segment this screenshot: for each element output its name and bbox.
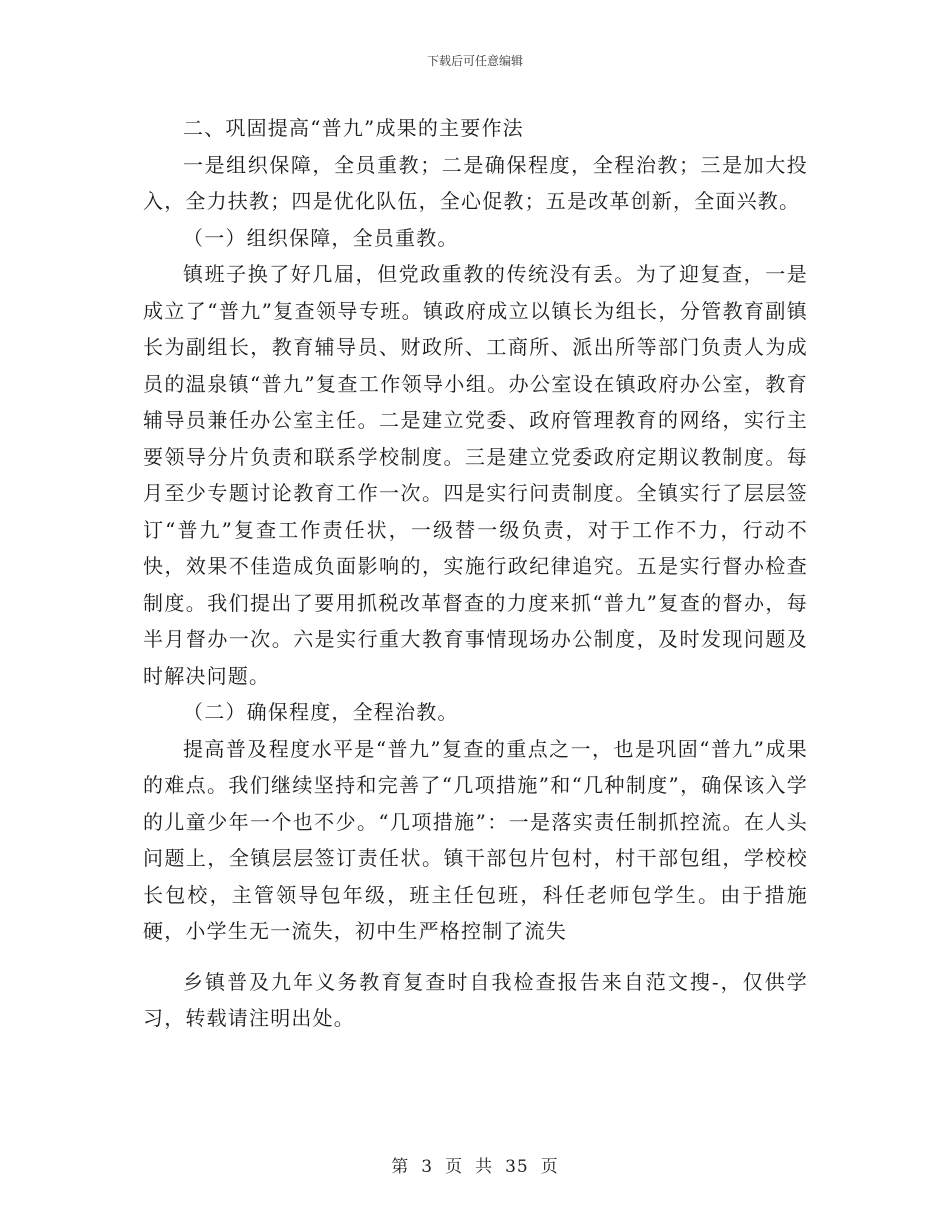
subsection-1-heading: （一）组织保障，全员重教。: [183, 225, 459, 250]
summary-paragraph: 一是组织保障，全员重教；二是确保程度，全程治教；三是加大投入，全力扶教；四是优化队伍，全心促教；五是改革创新，全面兴教。: [143, 152, 808, 213]
footer-suffix: 页: [540, 1157, 559, 1177]
document-body: [143, 110, 808, 1037]
source-note: 乡镇普及九年义务教育复查时自我检查报告来自范文搜-，仅供学习，转载请注明出处。: [143, 969, 808, 1030]
subsection-1-body: 镇班子换了好几届，但党政重教的传统没有丢。为了迎复查，一是成立了“普九”复查领导专班。镇政府成立以镇长为组长，分管教育副镇长为副组长，教育辅导员、财政所、工商所、派出所等部门负责人为成员的温泉镇“普九”复查工作领导小组。办公室设在镇政府办公室，教育辅导员兼任办公室主任。二是建立党委、政府管理教育的网络，实行主要领导分片负责和联系学校制度。三是建立党委政府定期议教制度。每月至少专题讨论教育工作一次。四是实行问责制度。全镇实行了层层签订“普九”复查工作责任状，一级替一级负责，对于工作不力，行动不快，效果不佳造成负面影响的，实施行政纪律追究。五是实行督办检查制度。我们提出了要用抓税改革督查的力度来抓“普九”复查的督办，每半月督办一次。六是实行重大教育事情现场办公制度，及时发现问题及时解决问题。: [143, 262, 808, 688]
section-heading: 二、巩固提高“普九”成果的主要作法: [183, 116, 524, 140]
footer-total-label: 共: [475, 1157, 494, 1177]
footer-page-word: 页: [445, 1157, 464, 1177]
footer-total-pages: 35: [505, 1157, 529, 1177]
page-footer: [0, 1152, 950, 1177]
page-header: 下载后可任意编辑: [426, 54, 523, 68]
footer-page-number: 3: [421, 1157, 434, 1177]
footer-prefix: 第: [391, 1157, 410, 1177]
subsection-2-heading: （二）确保程度，全程治教。: [183, 700, 459, 724]
subsection-2-body: 提高普及程度水平是“普九”复查的重点之一，也是巩固“普九”成果的难点。我们继续坚持和完善了“几项措施”和“几种制度”，确保该入学的儿童少年一个也不少。“几项措施”：一是落实责任制抓控流。在人头问题上，全镇层层签订责任状。镇干部包片包村，村干部包组，学校校长包校，主管领导包年级，班主任包班，科任老师包学生。由于措施硬，小学生无一流失，初中生严格控制了流失: [143, 736, 808, 943]
